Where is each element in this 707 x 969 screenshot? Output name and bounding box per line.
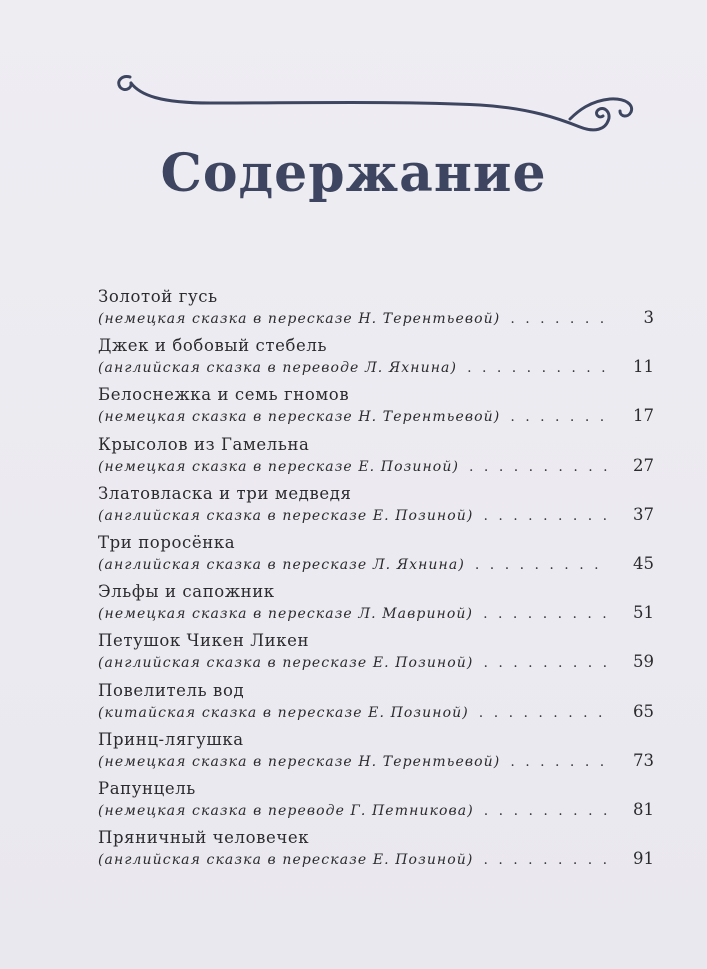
- toc-entry[interactable]: [98, 434, 654, 483]
- toc-entry[interactable]: [98, 384, 654, 433]
- dot-leader: [510, 311, 608, 327]
- page-number: 65: [633, 701, 654, 721]
- dot-leader: [483, 508, 608, 524]
- page-number: 73: [633, 750, 654, 770]
- entry-line: [98, 849, 654, 871]
- page-number: 17: [633, 406, 654, 426]
- story-title: Крысолов из Гамельна: [98, 434, 310, 454]
- toc-entry[interactable]: [98, 532, 654, 581]
- toc-entry[interactable]: [98, 778, 654, 827]
- translation-note: (английская сказка в пересказе Е. Позиной): [98, 507, 474, 524]
- dot-leader: [469, 459, 608, 475]
- toc-entry[interactable]: [98, 827, 654, 876]
- dot-leader: [467, 360, 608, 376]
- dot-leader: [483, 852, 608, 868]
- entry-line: [98, 505, 654, 527]
- entry-line: [98, 800, 654, 822]
- page-number: 81: [633, 799, 654, 819]
- translation-note: (немецкая сказка в пересказе Е. Позиной): [98, 458, 460, 475]
- table-of-contents: [98, 286, 654, 876]
- translation-note: (немецкая сказка в пересказе Л. Мавриной): [98, 606, 474, 623]
- story-title: Золотой гусь: [98, 287, 218, 306]
- story-title: Петушок Чикен Ликен: [98, 631, 310, 651]
- story-title: Повелитель вод: [98, 680, 245, 700]
- dot-leader: [484, 803, 608, 819]
- toc-entry[interactable]: [98, 581, 654, 630]
- toc-entry[interactable]: [98, 630, 654, 679]
- entry-line: [98, 308, 654, 330]
- dot-leader: [483, 655, 608, 671]
- toc-entry[interactable]: [98, 729, 654, 778]
- translation-note: (китайская сказка в пересказе Е. Позиной): [98, 704, 469, 721]
- story-title: Джек и бобовый стебель: [98, 336, 328, 356]
- translation-note: (английская сказка в переводе Л. Яхнина): [98, 360, 458, 377]
- story-title: Эльфы и сапожник: [98, 582, 275, 602]
- toc-entry[interactable]: [98, 483, 654, 532]
- toc-entry[interactable]: [98, 286, 654, 335]
- translation-note: (немецкая сказка в переводе Г. Петникова): [98, 802, 474, 819]
- story-title: Три поросёнка: [98, 532, 236, 552]
- entry-line: [98, 456, 654, 478]
- scroll-flourish-icon: [100, 55, 640, 145]
- translation-note: (немецкая сказка в пересказе Н. Терентьевой): [98, 753, 501, 770]
- dot-leader: [479, 705, 608, 721]
- page-number: 45: [633, 553, 654, 573]
- translation-note: (немецкая сказка в пересказе Н. Терентьевой): [98, 311, 501, 327]
- translation-note: (немецкая сказка в пересказе Н. Терентьевой): [98, 409, 501, 426]
- story-title: Златовласка и три медведя: [98, 483, 352, 503]
- page-number: 11: [633, 357, 654, 377]
- page-number: 3: [643, 308, 654, 327]
- toc-entry[interactable]: [98, 335, 654, 384]
- dot-leader: [510, 754, 608, 770]
- entry-line: [98, 751, 654, 773]
- page-number: 27: [633, 455, 654, 475]
- entry-line: [98, 702, 654, 724]
- story-title: Пряничный человечек: [98, 828, 310, 848]
- story-title: Принц-лягушка: [98, 729, 244, 749]
- page-number: 59: [633, 652, 654, 672]
- entry-line: [98, 603, 654, 625]
- story-title: Белоснежка и семь гномов: [98, 385, 350, 405]
- dot-leader: [510, 409, 608, 425]
- toc-entry[interactable]: [98, 680, 654, 729]
- dot-leader: [483, 606, 608, 622]
- translation-note: (английская сказка в пересказе Е. Позиной): [98, 655, 474, 672]
- page-title: Содержание: [160, 143, 547, 204]
- entry-line: [98, 554, 654, 576]
- entry-line: [98, 406, 654, 428]
- translation-note: (английская сказка в пересказе Л. Яхнина): [98, 556, 465, 573]
- dot-leader: [475, 557, 608, 573]
- entry-line: [98, 652, 654, 674]
- translation-note: (английская сказка в пересказе Е. Позиной): [98, 852, 474, 869]
- page-number: 51: [633, 603, 654, 623]
- page-number: 91: [633, 849, 654, 869]
- entry-line: [98, 357, 654, 379]
- page-number: 37: [633, 504, 654, 524]
- story-title: Рапунцель: [98, 778, 196, 798]
